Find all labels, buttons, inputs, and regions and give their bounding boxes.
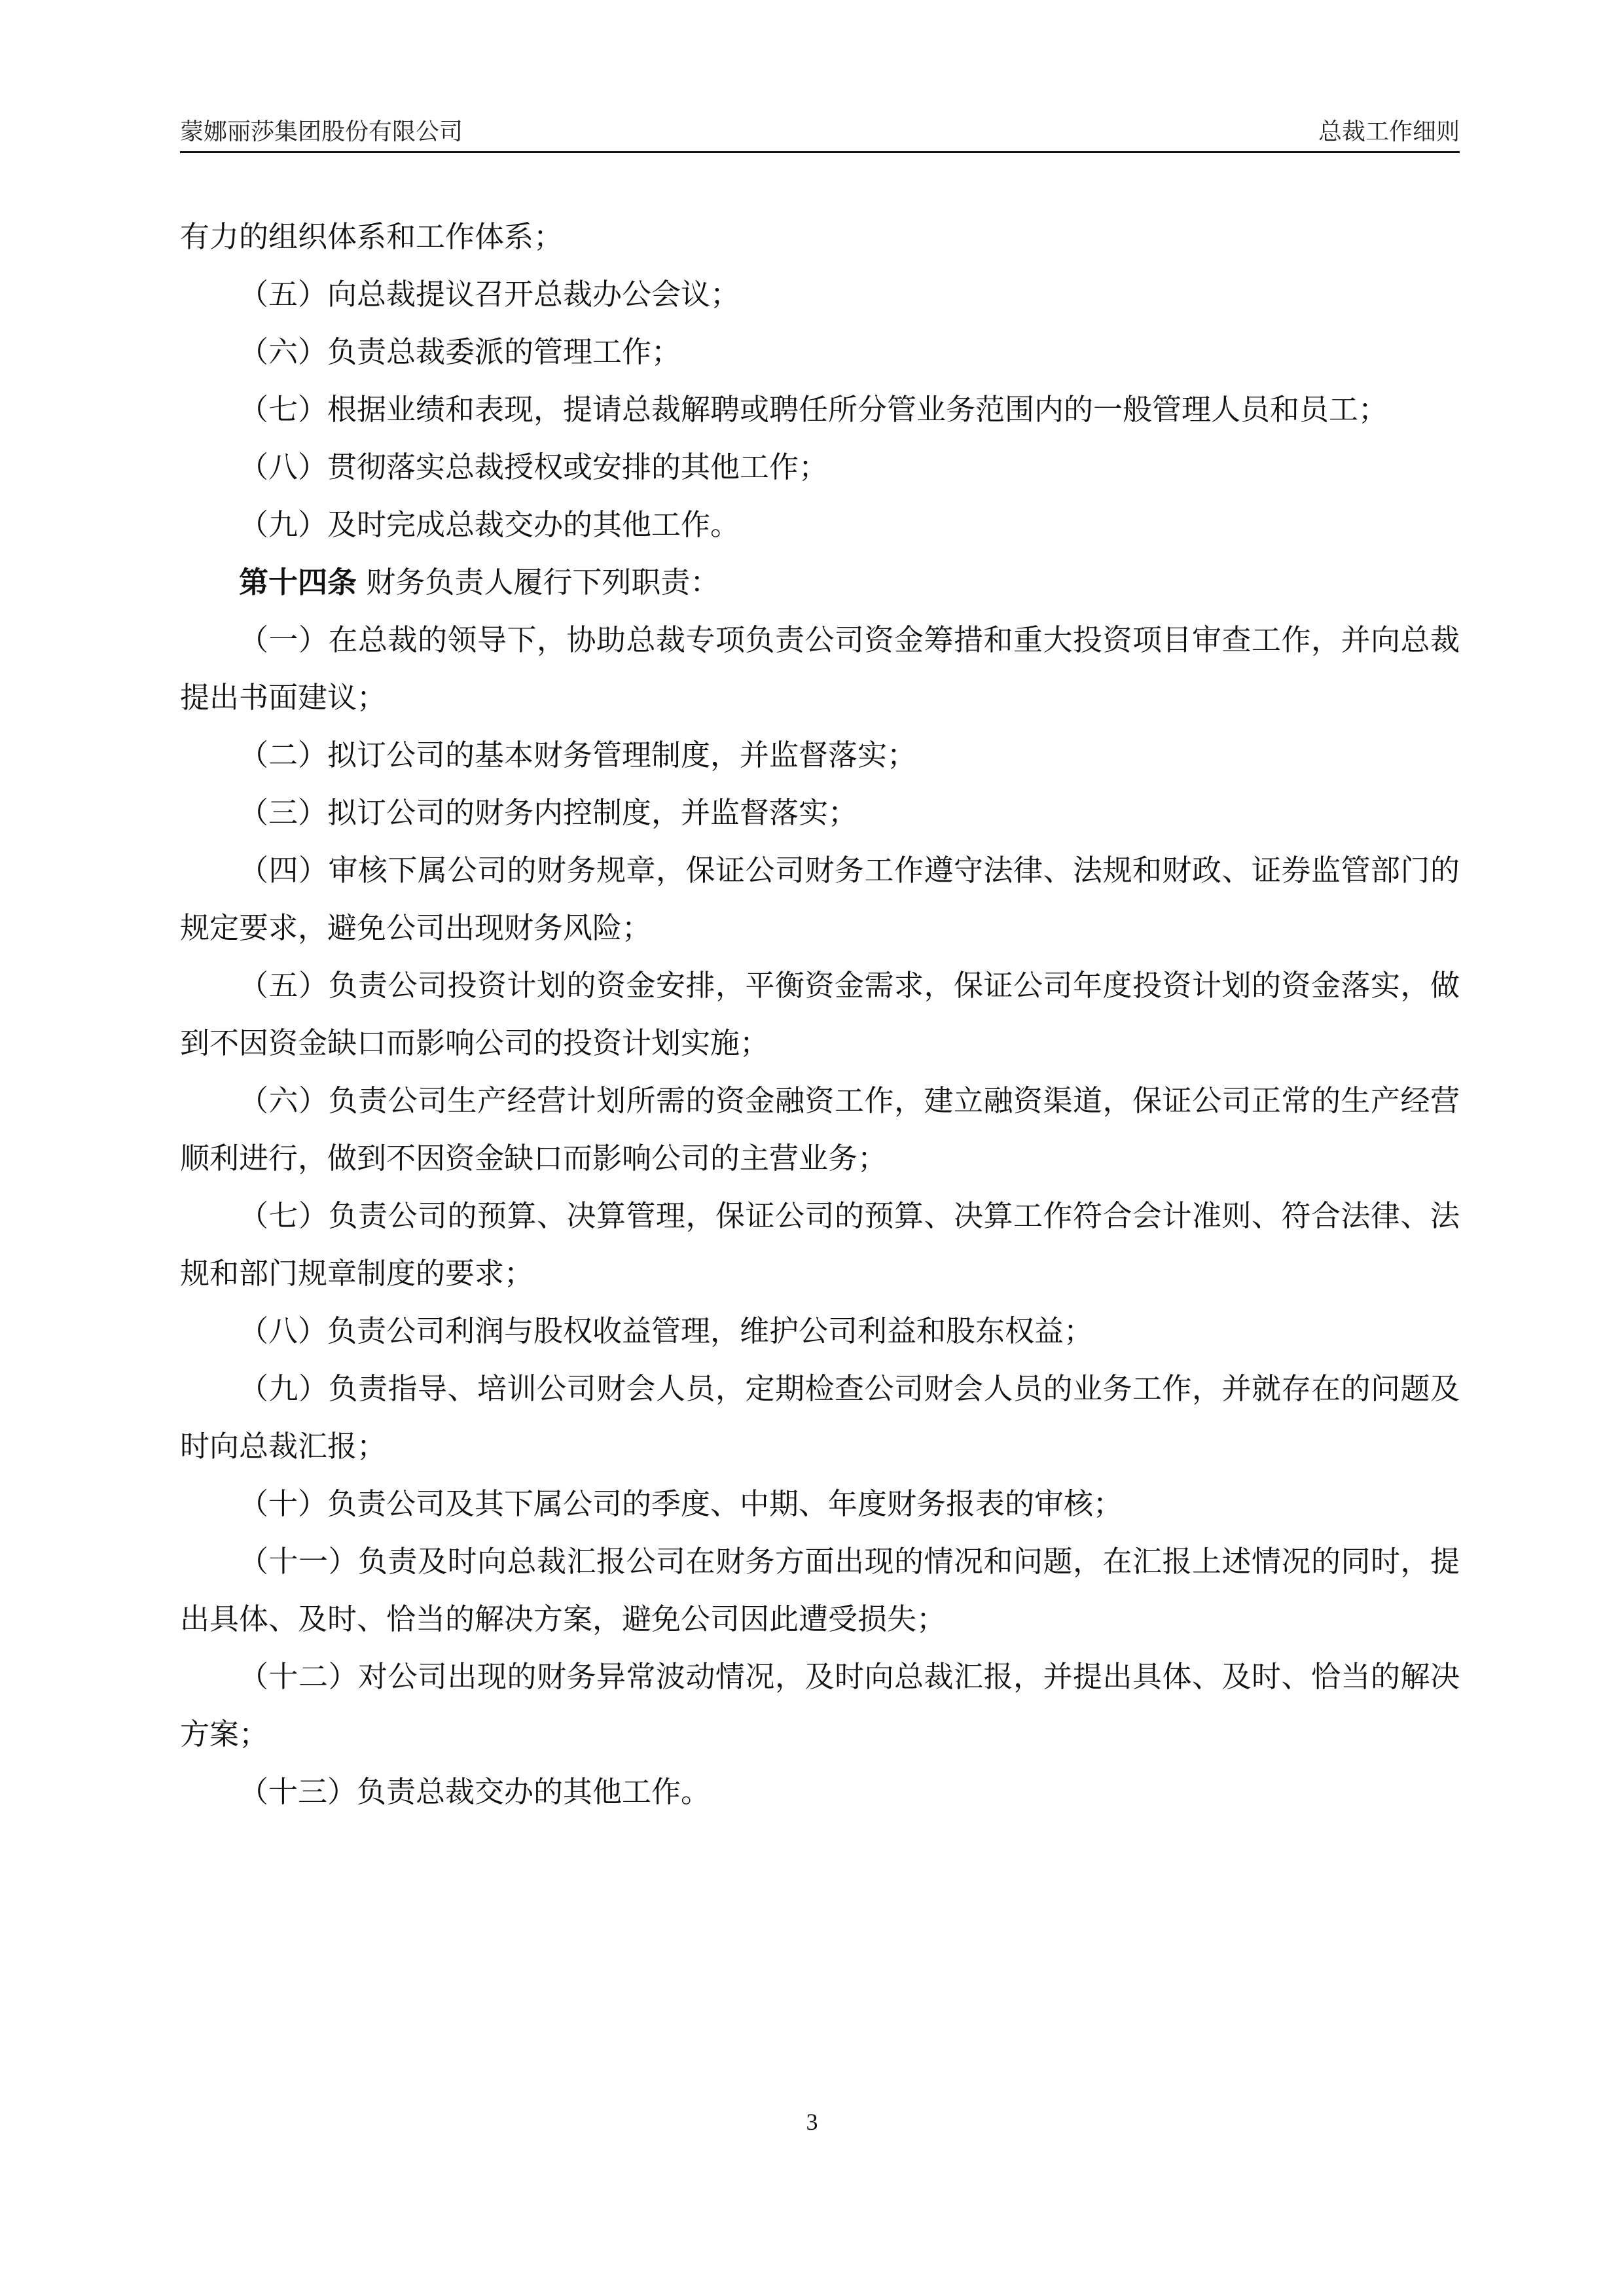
duty-item-13: （十三）负责总裁交办的其他工作。 xyxy=(239,1774,711,1809)
duty-item-9: （九）负责指导、培训公司财会人员，定期检查公司财会人员的业务工作，并就存在的问题及时向总裁汇报； xyxy=(180,1371,1460,1463)
page-header xyxy=(180,111,1460,152)
duty-item-6: （六）负责公司生产经营计划所需的资金融资工作，建立融资渠道，保证公司正常的生产经营顺利进行，做到不因资金缺口而影响公司的主营业务； xyxy=(180,1083,1460,1175)
article-14-title: 第十四条 xyxy=(239,565,357,600)
company-name: 蒙娜丽莎集团股份有限公司 xyxy=(180,118,463,145)
list-item-8: （八）贯彻落实总裁授权或安排的其他工作； xyxy=(239,450,829,484)
duty-item-8: （八）负责公司利润与股权收益管理，维护公司利益和股东权益； xyxy=(239,1314,1094,1348)
duty-item-2: （二）拟订公司的基本财务管理制度，并监督落实； xyxy=(239,738,917,772)
duty-item-11: （十一）负责及时向总裁汇报公司在财务方面出现的情况和问题，在汇报上述情况的同时，提出具体、及时、恰当的解决方案，避免公司因此遭受损失； xyxy=(180,1544,1460,1636)
duty-item-3: （三）拟订公司的财务内控制度，并监督落实； xyxy=(239,795,858,830)
article-14-text: 财务负责人履行下列职责： xyxy=(366,565,720,600)
duty-item-4: （四）审核下属公司的财务规章，保证公司财务工作遵守法律、法规和财政、证券监管部门的规定要求，避免公司出现财务风险； xyxy=(180,853,1460,945)
list-item-7: （七）根据业绩和表现，提请总裁解聘或聘任所分管业务范围内的一般管理人员和员工； xyxy=(239,392,1388,427)
paragraph-continuation: 有力的组织体系和工作体系； xyxy=(180,219,564,254)
duty-item-10: （十）负责公司及其下属公司的季度、中期、年度财务报表的审核； xyxy=(239,1486,1123,1521)
duty-item-12: （十二）对公司出现的财务异常波动情况，及时向总裁汇报，并提出具体、及时、恰当的解决方案； xyxy=(180,1659,1460,1751)
list-item-6: （六）负责总裁委派的管理工作； xyxy=(239,334,681,369)
duty-item-7: （七）负责公司的预算、决算管理，保证公司的预算、决算工作符合会计准则、符合法律、法规和部门规章制度的要求； xyxy=(180,1198,1460,1291)
header-divider xyxy=(180,151,1460,153)
list-item-5: （五）向总裁提议召开总裁办公会议； xyxy=(239,277,740,312)
document-title: 总裁工作细则 xyxy=(1318,118,1460,145)
document-body xyxy=(180,208,1460,1821)
duty-item-5: （五）负责公司投资计划的资金安排，平衡资金需求，保证公司年度投资计划的资金落实，做到不因资金缺口而影响公司的投资计划实施； xyxy=(180,968,1460,1060)
article-14 xyxy=(180,554,1460,611)
list-item-9: （九）及时完成总裁交办的其他工作。 xyxy=(239,507,740,542)
page-number: 3 xyxy=(806,2109,818,2135)
duty-item-1: （一）在总裁的领导下，协助总裁专项负责公司资金筹措和重大投资项目审查工作，并向总裁提出书面建议； xyxy=(180,622,1460,715)
